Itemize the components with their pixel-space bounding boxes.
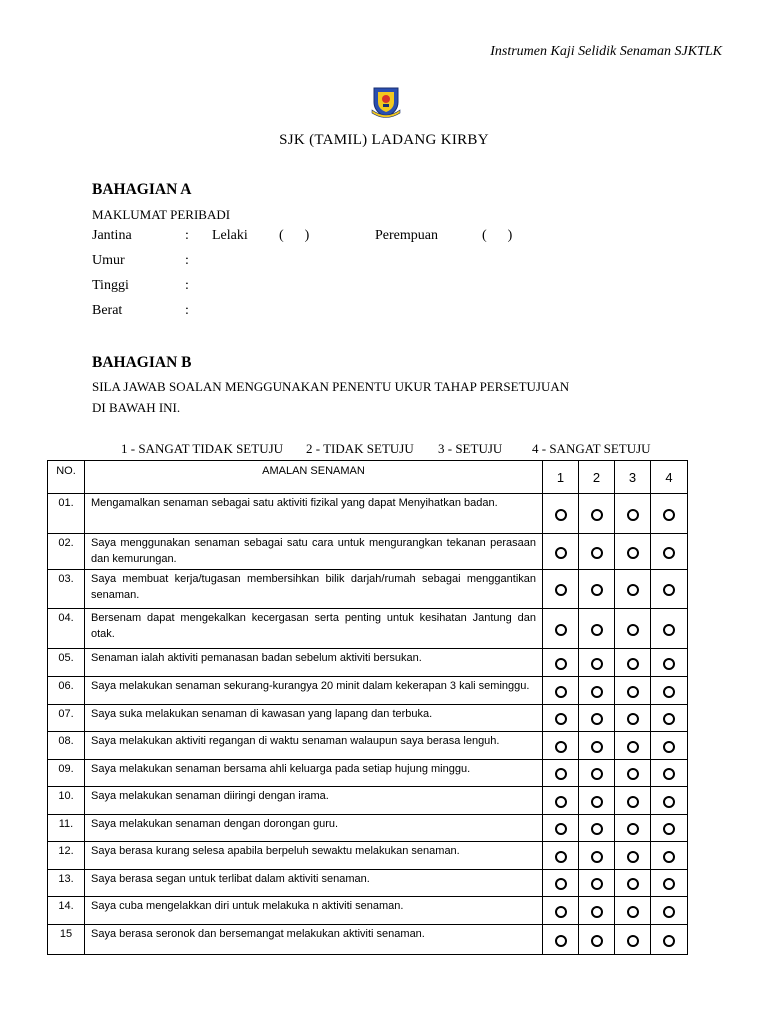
- radio-circle-icon[interactable]: [591, 768, 603, 780]
- section-a-subtitle: MAKLUMAT PERIBADI: [92, 207, 231, 222]
- option-cell-3[interactable]: [615, 842, 651, 870]
- radio-circle-icon[interactable]: [555, 686, 567, 698]
- row-statement: Saya melakukan senaman dengan dorongan guru.: [85, 815, 543, 842]
- option-cell-3[interactable]: [615, 705, 651, 732]
- option-cell-1[interactable]: [543, 787, 579, 815]
- row-number: 10.: [48, 787, 85, 815]
- option-cell-2[interactable]: [579, 705, 615, 732]
- row-statement: Saya melakukan senaman diiringi dengan irama.: [85, 787, 543, 815]
- option-cell-2[interactable]: [579, 534, 615, 570]
- radio-circle-icon[interactable]: [627, 796, 639, 808]
- option-cell-3[interactable]: [615, 732, 651, 760]
- option-cell-3[interactable]: [615, 897, 651, 925]
- radio-circle-icon[interactable]: [627, 624, 639, 636]
- option-cell-4[interactable]: [651, 760, 688, 787]
- radio-circle-icon[interactable]: [555, 851, 567, 863]
- col-no-header: NO.: [48, 461, 85, 494]
- option-cell-1[interactable]: [543, 760, 579, 787]
- option-cell-2[interactable]: [579, 649, 615, 677]
- radio-circle-icon[interactable]: [591, 547, 603, 559]
- option-cell-2[interactable]: [579, 760, 615, 787]
- option-cell-1[interactable]: [543, 842, 579, 870]
- row-statement: Saya cuba mengelakkan diri untuk melakuka n aktiviti senaman.: [85, 897, 543, 925]
- row-number: 03.: [48, 570, 85, 609]
- table-row: [48, 570, 688, 609]
- radio-circle-icon[interactable]: [555, 878, 567, 890]
- option-cell-1[interactable]: [543, 897, 579, 925]
- female-option[interactable]: Perempuan: [375, 228, 438, 243]
- height-label: Tinggi: [92, 278, 129, 293]
- radio-circle-icon[interactable]: [627, 935, 639, 947]
- radio-circle-icon[interactable]: [555, 713, 567, 725]
- radio-circle-icon[interactable]: [555, 624, 567, 636]
- table-row: [48, 787, 688, 815]
- radio-circle-icon[interactable]: [627, 906, 639, 918]
- section-b-title: BAHAGIAN B: [92, 354, 192, 371]
- age-label: Umur: [92, 253, 125, 268]
- radio-circle-icon[interactable]: [663, 741, 675, 753]
- row-statement: Senaman ialah aktiviti pemanasan badan sebelum aktiviti bersukan.: [85, 649, 543, 677]
- option-cell-3[interactable]: [615, 787, 651, 815]
- radio-circle-icon[interactable]: [591, 823, 603, 835]
- radio-circle-icon[interactable]: [555, 547, 567, 559]
- row-number: 06.: [48, 677, 85, 705]
- legend-3: 3 - SETUJU: [438, 441, 503, 456]
- row-statement: Mengamalkan senaman sebagai satu aktiviti fizikal yang dapat Menyihatkan badan.: [85, 494, 543, 534]
- option-cell-2[interactable]: [579, 815, 615, 842]
- radio-circle-icon[interactable]: [627, 713, 639, 725]
- table-row: [48, 649, 688, 677]
- option-cell-3[interactable]: [615, 925, 651, 955]
- table-row: [48, 705, 688, 732]
- age-colon: :: [185, 253, 189, 268]
- row-statement: Bersenam dapat mengekalkan kecergasan serta penting untuk kesihatan Jantung dan otak.: [85, 609, 543, 649]
- radio-circle-icon[interactable]: [627, 741, 639, 753]
- option-cell-4[interactable]: [651, 677, 688, 705]
- radio-circle-icon[interactable]: [627, 686, 639, 698]
- radio-circle-icon[interactable]: [663, 906, 675, 918]
- col-statement-header: AMALAN SENAMAN: [85, 461, 543, 494]
- scale-header-1: 1: [543, 461, 579, 494]
- table-row: [48, 677, 688, 705]
- height-colon: :: [185, 278, 189, 293]
- row-number: 02.: [48, 534, 85, 570]
- option-cell-1[interactable]: [543, 870, 579, 897]
- gender-label: Jantina: [92, 228, 132, 243]
- radio-circle-icon[interactable]: [627, 584, 639, 596]
- radio-circle-icon[interactable]: [555, 584, 567, 596]
- radio-circle-icon[interactable]: [591, 624, 603, 636]
- option-cell-4[interactable]: [651, 570, 688, 609]
- table-row: [48, 534, 688, 570]
- radio-circle-icon[interactable]: [591, 935, 603, 947]
- option-cell-1[interactable]: [543, 494, 579, 534]
- option-cell-3[interactable]: [615, 815, 651, 842]
- radio-circle-icon[interactable]: [663, 878, 675, 890]
- option-cell-2[interactable]: [579, 897, 615, 925]
- row-number: 08.: [48, 732, 85, 760]
- table-row: [48, 815, 688, 842]
- option-cell-2[interactable]: [579, 925, 615, 955]
- option-cell-3[interactable]: [615, 870, 651, 897]
- option-cell-3[interactable]: [615, 609, 651, 649]
- option-cell-4[interactable]: [651, 732, 688, 760]
- option-cell-2[interactable]: [579, 732, 615, 760]
- option-cell-2[interactable]: [579, 609, 615, 649]
- option-cell-4[interactable]: [651, 534, 688, 570]
- male-option[interactable]: Lelaki: [212, 228, 248, 243]
- row-statement: Saya melakukan senaman bersama ahli keluarga pada setiap hujung minggu.: [85, 760, 543, 787]
- option-cell-1[interactable]: [543, 570, 579, 609]
- option-cell-4[interactable]: [651, 705, 688, 732]
- row-number: 01.: [48, 494, 85, 534]
- radio-circle-icon[interactable]: [627, 547, 639, 559]
- row-number: 15: [48, 925, 85, 955]
- table-row: [48, 609, 688, 649]
- radio-circle-icon[interactable]: [555, 658, 567, 670]
- row-number: 11.: [48, 815, 85, 842]
- option-cell-1[interactable]: [543, 705, 579, 732]
- scale-header-2: 2: [579, 461, 615, 494]
- radio-circle-icon[interactable]: [555, 768, 567, 780]
- table-row: [48, 870, 688, 897]
- radio-circle-icon[interactable]: [663, 823, 675, 835]
- survey-table: [47, 460, 688, 955]
- table-row: [48, 925, 688, 955]
- radio-circle-icon[interactable]: [627, 509, 639, 521]
- radio-circle-icon[interactable]: [591, 906, 603, 918]
- option-cell-2[interactable]: [579, 570, 615, 609]
- option-cell-1[interactable]: [543, 815, 579, 842]
- female-bracket[interactable]: ( ): [482, 228, 513, 243]
- instruction-line-1: SILA JAWAB SOALAN MENGGUNAKAN PENENTU UKUR TAHAP PERSETUJUAN: [92, 379, 570, 394]
- row-number: 07.: [48, 705, 85, 732]
- row-statement: Saya berasa seronok dan bersemangat melakukan aktiviti senaman.: [85, 925, 543, 955]
- legend-1: 1 - SANGAT TIDAK SETUJU: [121, 441, 284, 456]
- option-cell-4[interactable]: [651, 649, 688, 677]
- radio-circle-icon[interactable]: [663, 658, 675, 670]
- option-cell-1[interactable]: [543, 534, 579, 570]
- radio-circle-icon[interactable]: [591, 878, 603, 890]
- radio-circle-icon[interactable]: [663, 935, 675, 947]
- row-number: 12.: [48, 842, 85, 870]
- school-crest-icon: [371, 84, 401, 118]
- weight-colon: :: [185, 303, 189, 318]
- option-cell-4[interactable]: [651, 494, 688, 534]
- radio-circle-icon[interactable]: [627, 768, 639, 780]
- weight-label: Berat: [92, 303, 123, 318]
- radio-circle-icon[interactable]: [591, 658, 603, 670]
- option-cell-2[interactable]: [579, 677, 615, 705]
- option-cell-1[interactable]: [543, 925, 579, 955]
- option-cell-1[interactable]: [543, 732, 579, 760]
- option-cell-3[interactable]: [615, 760, 651, 787]
- radio-circle-icon[interactable]: [555, 796, 567, 808]
- legend-2: 2 - TIDAK SETUJU: [306, 441, 414, 456]
- radio-circle-icon[interactable]: [591, 686, 603, 698]
- header-note: Instrumen Kaji Selidik Senaman SJKTLK: [490, 44, 722, 59]
- option-cell-4[interactable]: [651, 842, 688, 870]
- radio-circle-icon[interactable]: [663, 624, 675, 636]
- male-bracket[interactable]: ( ): [279, 228, 310, 243]
- radio-circle-icon[interactable]: [663, 509, 675, 521]
- radio-circle-icon[interactable]: [555, 906, 567, 918]
- row-number: 09.: [48, 760, 85, 787]
- radio-circle-icon[interactable]: [591, 741, 603, 753]
- option-cell-4[interactable]: [651, 609, 688, 649]
- option-cell-3[interactable]: [615, 570, 651, 609]
- row-statement: Saya membuat kerja/tugasan membersihkan bilik darjah/rumah sebagai menggantikan senaman.: [85, 570, 543, 609]
- radio-circle-icon[interactable]: [591, 509, 603, 521]
- radio-circle-icon[interactable]: [555, 823, 567, 835]
- row-statement: Saya melakukan senaman sekurang-kurangya 20 minit dalam kekerapan 3 kali seminggu.: [85, 677, 543, 705]
- instruction-line-2: DI BAWAH INI.: [92, 400, 181, 415]
- option-cell-3[interactable]: [615, 534, 651, 570]
- table-row: [48, 494, 688, 534]
- option-cell-2[interactable]: [579, 787, 615, 815]
- radio-circle-icon[interactable]: [555, 741, 567, 753]
- option-cell-1[interactable]: [543, 609, 579, 649]
- scale-header-4: 4: [651, 461, 688, 494]
- gender-colon: :: [185, 228, 189, 243]
- table-row: [48, 842, 688, 870]
- radio-circle-icon[interactable]: [663, 547, 675, 559]
- table-row: [48, 897, 688, 925]
- radio-circle-icon[interactable]: [663, 686, 675, 698]
- option-cell-3[interactable]: [615, 494, 651, 534]
- row-statement: Saya berasa segan untuk terlibat dalam aktiviti senaman.: [85, 870, 543, 897]
- radio-circle-icon[interactable]: [663, 796, 675, 808]
- scale-header-3: 3: [615, 461, 651, 494]
- row-number: 14.: [48, 897, 85, 925]
- radio-circle-icon[interactable]: [663, 584, 675, 596]
- option-cell-4[interactable]: [651, 897, 688, 925]
- option-cell-2[interactable]: [579, 870, 615, 897]
- school-name: SJK (TAMIL) LADANG KIRBY: [279, 132, 489, 148]
- option-cell-1[interactable]: [543, 649, 579, 677]
- radio-circle-icon[interactable]: [663, 851, 675, 863]
- option-cell-3[interactable]: [615, 649, 651, 677]
- radio-circle-icon[interactable]: [627, 878, 639, 890]
- option-cell-4[interactable]: [651, 925, 688, 955]
- option-cell-4[interactable]: [651, 815, 688, 842]
- radio-circle-icon[interactable]: [627, 658, 639, 670]
- row-statement: Saya suka melakukan senaman di kawasan yang lapang dan terbuka.: [85, 705, 543, 732]
- row-statement: Saya menggunakan senaman sebagai satu cara untuk mengurangkan tekanan perasaan dan kemurungan.: [85, 534, 543, 570]
- row-number: 13.: [48, 870, 85, 897]
- option-cell-4[interactable]: [651, 787, 688, 815]
- option-cell-2[interactable]: [579, 842, 615, 870]
- legend-4: 4 - SANGAT SETUJU: [532, 441, 651, 456]
- option-cell-2[interactable]: [579, 494, 615, 534]
- radio-circle-icon[interactable]: [555, 935, 567, 947]
- radio-circle-icon[interactable]: [663, 713, 675, 725]
- table-row: [48, 732, 688, 760]
- radio-circle-icon[interactable]: [663, 768, 675, 780]
- option-cell-4[interactable]: [651, 870, 688, 897]
- radio-circle-icon[interactable]: [591, 851, 603, 863]
- row-statement: Saya melakukan aktiviti regangan di waktu senaman walaupun saya berasa lenguh.: [85, 732, 543, 760]
- table-header-row: [48, 461, 688, 494]
- row-number: 05.: [48, 649, 85, 677]
- radio-circle-icon[interactable]: [591, 796, 603, 808]
- section-a-title: BAHAGIAN A: [92, 181, 192, 198]
- option-cell-1[interactable]: [543, 677, 579, 705]
- table-row: [48, 760, 688, 787]
- row-number: 04.: [48, 609, 85, 649]
- radio-circle-icon[interactable]: [555, 509, 567, 521]
- radio-circle-icon[interactable]: [627, 823, 639, 835]
- radio-circle-icon[interactable]: [591, 584, 603, 596]
- radio-circle-icon[interactable]: [591, 713, 603, 725]
- option-cell-3[interactable]: [615, 677, 651, 705]
- radio-circle-icon[interactable]: [627, 851, 639, 863]
- row-statement: Saya berasa kurang selesa apabila berpeluh sewaktu melakukan senaman.: [85, 842, 543, 870]
